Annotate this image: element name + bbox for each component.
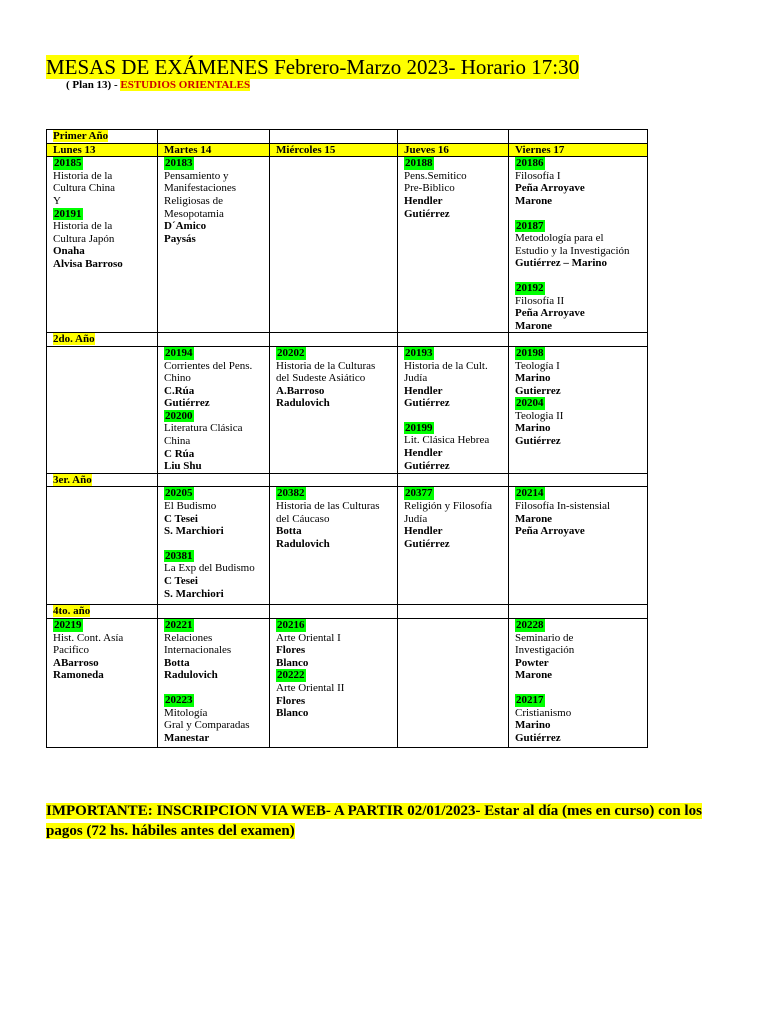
cell-y4-viernes — [509, 619, 648, 748]
cell-y2-lunes — [47, 346, 158, 473]
exam-entry — [53, 619, 151, 682]
teacher-name: D´Amico — [164, 220, 207, 233]
subject-line: Lit. Clásica Hebrea — [404, 434, 490, 447]
exam-entry — [515, 397, 641, 447]
cell-y3-viernes — [509, 487, 648, 605]
exam-entry — [515, 157, 641, 207]
year-row-3 — [47, 473, 648, 487]
subject-line: Arte Oriental II — [276, 682, 345, 694]
day-header-miercoles: Miércoles 15 — [270, 143, 398, 157]
exam-code: 20222 — [277, 669, 305, 682]
teacher-name: Marino — [515, 422, 551, 435]
exam-code: 20193 — [405, 346, 433, 359]
subject-line: Gral y Comparadas — [164, 719, 250, 732]
teacher-name: Paysás — [164, 232, 196, 245]
subject-line: Arte Oriental I — [276, 631, 341, 644]
cell-y2-jueves — [398, 346, 509, 473]
day-header-viernes: Viernes 17 — [509, 143, 648, 157]
subject-line: Corrientes del Pens. — [164, 359, 253, 372]
exam-schedule-table — [46, 129, 648, 748]
subject-line: La Exp del Budismo — [164, 562, 255, 575]
teacher-name: Marone — [515, 194, 553, 207]
teacher-name: Botta — [164, 656, 190, 669]
cell-y3-lunes — [47, 487, 158, 605]
teacher-name: Hendler — [404, 447, 443, 460]
exam-code: 20191 — [54, 207, 82, 220]
exam-code: 20202 — [277, 346, 305, 359]
exam-code: 20381 — [165, 549, 193, 562]
exam-entry — [404, 157, 502, 220]
day-header-martes: Martes 14 — [158, 143, 270, 157]
teacher-name: Gutierrez — [515, 384, 561, 397]
teacher-name: Blanco — [276, 656, 309, 669]
teacher-name: C Rúa — [164, 447, 195, 460]
day-header-lunes: Lunes 13 — [47, 143, 158, 157]
subject-line: Historia de la — [53, 169, 113, 182]
exam-entry — [515, 694, 641, 744]
exam-code: 20198 — [516, 346, 544, 359]
teacher-name: S. Marchiori — [164, 587, 224, 600]
subtitle-plan: ( Plan 13) - — [66, 79, 121, 91]
teacher-name: Ramoneda — [53, 669, 104, 682]
page-title-text: MESAS DE EXÁMENES Febrero-Marzo 2023- Horario 17:30 — [46, 55, 580, 79]
teacher-name: Peña Arroyave — [515, 307, 585, 320]
exam-code: 20216 — [277, 619, 305, 632]
teacher-name: Gutiérrez — [404, 459, 450, 472]
exam-entry — [515, 220, 641, 270]
year-row-2 — [47, 333, 648, 347]
subject-line: Cristianismo — [515, 706, 572, 719]
subject-line: del Cáucaso — [276, 512, 330, 525]
teacher-name: Marone — [515, 669, 553, 682]
subject-line: Estudio y la Investigación — [515, 244, 630, 257]
teacher-name: C Tesei — [164, 575, 198, 587]
exam-code: 20188 — [405, 157, 433, 170]
teacher-name: Hendler — [404, 194, 443, 207]
exam-entry — [276, 619, 391, 669]
exam-code: 20205 — [165, 487, 193, 500]
teacher-name: Gutiérrez – Marino — [515, 257, 608, 270]
subject-line: China — [164, 435, 191, 448]
teacher-name: Gutiérrez — [164, 397, 210, 410]
teacher-name: C Tesei — [164, 512, 198, 525]
exam-entry — [515, 487, 641, 537]
exam-entry — [404, 347, 502, 410]
subject-line: Historia de la Culturas — [276, 359, 376, 372]
exam-code: 20219 — [54, 619, 82, 632]
important-note — [46, 801, 716, 841]
teacher-name: Hendler — [404, 384, 443, 397]
year-row-4 — [47, 605, 648, 619]
cell-y1-martes — [158, 157, 270, 333]
teacher-name: Marino — [515, 372, 551, 385]
teacher-name: Blanco — [276, 707, 309, 720]
exam-entry — [164, 550, 263, 600]
exam-code: 20221 — [165, 619, 193, 632]
cell-y1-viernes — [509, 157, 648, 333]
exam-entry — [515, 619, 641, 682]
exam-code: 20200 — [165, 409, 193, 422]
cell-y2-martes — [158, 346, 270, 473]
subject-line: Chino — [164, 372, 191, 385]
exam-code: 20192 — [516, 281, 544, 294]
teacher-name: Manestar — [164, 731, 210, 744]
cell-y1-lunes — [47, 157, 158, 333]
subject-line: Literatura Clásica — [164, 422, 243, 435]
subtitle-career: ESTUDIOS ORIENTALES — [120, 79, 251, 91]
exam-entry — [404, 422, 502, 472]
exam-code: 20214 — [516, 487, 544, 500]
teacher-name: Alvisa Barroso — [53, 257, 123, 270]
teacher-name: Hendler — [404, 525, 443, 538]
teacher-name: Radulovich — [276, 397, 330, 410]
teacher-name: Botta — [276, 525, 302, 538]
subject-line: Pens.Semitico — [404, 169, 467, 182]
teacher-name: Gutiérrez — [515, 731, 561, 744]
cell-y4-martes — [158, 619, 270, 748]
teacher-name: Gutiérrez — [404, 207, 450, 220]
exam-entry — [164, 487, 263, 537]
subject-line: Internacionales — [164, 644, 232, 657]
subject-line: Historia de la Cult. — [404, 359, 488, 372]
subject-line: Mitología — [164, 706, 208, 719]
page-title — [46, 55, 579, 79]
exam-code: 20217 — [516, 694, 544, 706]
subject-line: Historia de la — [53, 220, 113, 233]
subject-line: Filosofía In-sistensial — [515, 500, 611, 513]
subject-line: Cultura Japón — [53, 232, 115, 245]
day-header-jueves: Jueves 16 — [398, 143, 509, 157]
teacher-name: Onaha — [53, 245, 85, 258]
cell-y3-jueves — [398, 487, 509, 605]
exam-entry — [53, 208, 151, 271]
teacher-name: S. Marchiori — [164, 525, 224, 538]
teacher-name: Powter — [515, 656, 549, 669]
subject-line: Y — [53, 194, 61, 207]
subject-line: Pre-Biblico — [404, 182, 455, 195]
schedule-row-year-4 — [47, 619, 648, 748]
teacher-name: Radulovich — [164, 669, 218, 682]
schedule-row-year-2 — [47, 346, 648, 473]
cell-y2-miercoles — [270, 346, 398, 473]
subject-line: Judía — [404, 372, 428, 385]
exam-entry — [515, 282, 641, 332]
days-header-row — [47, 143, 648, 157]
teacher-name: Flores — [276, 694, 306, 707]
exam-entry — [515, 347, 641, 397]
exam-entry — [164, 347, 263, 410]
exam-entry — [53, 157, 151, 207]
year-label-1: Primer Año — [47, 130, 158, 144]
exam-entry — [276, 669, 391, 719]
teacher-name: A.Barroso — [276, 384, 325, 397]
cell-y3-martes — [158, 487, 270, 605]
subject-line: Judía — [404, 512, 428, 525]
exam-code: 20223 — [165, 694, 193, 706]
exam-entry — [276, 487, 391, 550]
subject-line: Teologia II — [515, 409, 564, 422]
cell-y1-miercoles — [270, 157, 398, 333]
subject-line: Metodología para el — [515, 232, 604, 245]
exam-entry — [164, 619, 263, 682]
cell-y1-jueves — [398, 157, 509, 333]
exam-code: 20185 — [54, 157, 82, 170]
exam-code: 20204 — [516, 397, 544, 410]
exam-entry — [276, 347, 391, 410]
exam-code: 20377 — [405, 487, 433, 500]
subject-line: Cultura China — [53, 182, 116, 195]
cell-y4-miercoles — [270, 619, 398, 748]
cell-y4-jueves — [398, 619, 509, 748]
teacher-name: Marino — [515, 719, 551, 732]
schedule-row-year-1 — [47, 157, 648, 333]
exam-code: 20186 — [516, 157, 544, 170]
exam-code: 20194 — [165, 346, 193, 359]
exam-code: 20183 — [165, 157, 193, 170]
exam-entry — [164, 157, 263, 245]
subject-line: Pensamiento y — [164, 169, 229, 182]
teacher-name: Peña Arroyave — [515, 182, 585, 195]
year-label-4: 4to. año — [47, 605, 158, 619]
subject-line: Pacifico — [53, 644, 90, 657]
subject-line: Hist. Cont. Asía — [53, 631, 124, 644]
important-note-text: IMPORTANTE: INSCRIPCION VIA WEB- A PARTIR 02/01/2023- Estar al día (mes en curso) con los pagos (72 hs. hábiles antes del examen) — [46, 803, 702, 839]
teacher-name: Radulovich — [276, 537, 330, 550]
exam-entry — [404, 487, 502, 550]
teacher-name: Gutiérrez — [515, 435, 561, 448]
exam-code: 20382 — [277, 487, 305, 500]
subject-line: Relaciones — [164, 631, 213, 644]
subject-line: Teología I — [515, 359, 560, 372]
subject-line: Seminario de — [515, 631, 574, 644]
cell-y3-miercoles — [270, 487, 398, 605]
year-label-3: 3er. Año — [47, 473, 158, 487]
teacher-name: Marone — [515, 512, 553, 525]
cell-y2-viernes — [509, 346, 648, 473]
subject-line: Manifestaciones — [164, 182, 237, 195]
year-label-2: 2do. Año — [47, 333, 158, 347]
teacher-name: Marone — [515, 319, 553, 332]
exam-entry — [164, 410, 263, 473]
exam-entry — [164, 694, 263, 744]
subject-line: Investigación — [515, 644, 575, 657]
subject-line: Filosofía II — [515, 294, 565, 307]
teacher-name: C.Rúa — [164, 384, 195, 397]
exam-code: 20228 — [516, 619, 544, 632]
subject-line: Filosofía I — [515, 169, 561, 182]
exam-code: 20187 — [516, 219, 544, 232]
cell-y4-lunes — [47, 619, 158, 748]
exam-code: 20199 — [405, 421, 433, 434]
schedule-row-year-3 — [47, 487, 648, 605]
teacher-name: Peña Arroyave — [515, 525, 585, 538]
subject-line: Religión y Filosofía — [404, 500, 492, 513]
teacher-name: ABarroso — [53, 656, 99, 669]
page-subtitle — [66, 79, 250, 92]
subject-line: Historia de las Culturas — [276, 500, 380, 513]
teacher-name: Gutiérrez — [404, 537, 450, 550]
teacher-name: Liu Shu — [164, 460, 202, 473]
subject-line: El Budismo — [164, 500, 217, 513]
subject-line: del Sudeste Asiático — [276, 372, 366, 385]
teacher-name: Gutiérrez — [404, 397, 450, 410]
teacher-name: Flores — [276, 644, 306, 657]
year-row-1 — [47, 130, 648, 144]
subject-line: Mesopotamia — [164, 207, 224, 220]
subject-line: Religiosas de — [164, 194, 223, 207]
